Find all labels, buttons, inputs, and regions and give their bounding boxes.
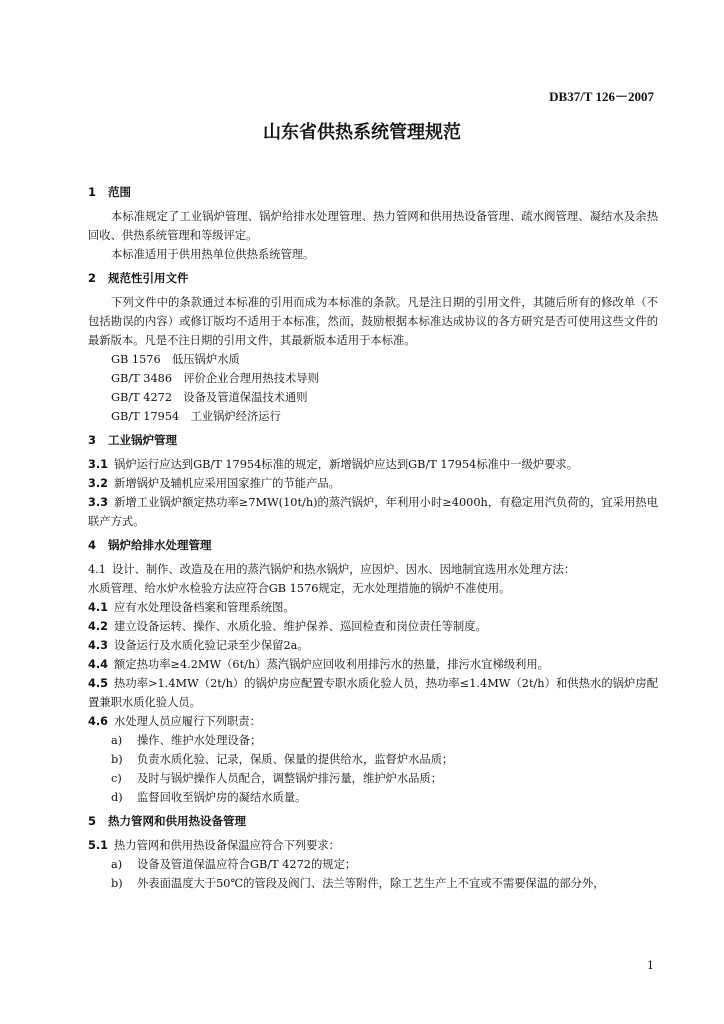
list-text: 外表面温度大于50℃的管段及阀门、法兰等附件，除工艺生产上不宜或不需要保温的部分外， xyxy=(137,877,605,890)
clause-text: 建立设备运转、操作、水质化验、维护保养、巡回检查和岗位责任等制度。 xyxy=(114,620,487,633)
section-5-heading xyxy=(88,812,658,831)
clause-number: 4.2 xyxy=(88,620,109,633)
section-number: 5 xyxy=(88,814,97,828)
clause-text: 设计、制作、改造及在用的蒸汽锅炉和热水锅炉，应因炉、因水、因地制宜选用水处理方法： xyxy=(111,563,576,576)
section-3-heading xyxy=(88,431,658,450)
clause-number: 4.4 xyxy=(88,658,109,671)
list-label: d) xyxy=(111,791,123,804)
section-number: 4 xyxy=(88,538,97,552)
clause xyxy=(88,474,658,493)
clause-number: 3.3 xyxy=(88,496,109,509)
reference-item: GB/T 17954 工业锅炉经济运行 xyxy=(111,410,281,423)
list-label: c) xyxy=(111,772,122,785)
clause-text: 水处理人员应履行下列职责： xyxy=(114,715,261,728)
reference-item: GB/T 3486 评价企业合理用热技术导则 xyxy=(111,372,319,385)
section-number: 2 xyxy=(88,271,97,285)
list-label: a) xyxy=(111,734,123,747)
clause xyxy=(88,836,658,855)
clause xyxy=(88,617,658,636)
list-item xyxy=(88,731,658,750)
page-number: 1 xyxy=(647,959,654,972)
clause xyxy=(88,655,658,674)
reference-item: GB 1576 低压锅炉水质 xyxy=(111,353,240,366)
section-title: 范围 xyxy=(108,185,131,199)
clause-text: 热功率>1.4MW（2t/h）的锅炉房应配置专职水质化验人员，热功率≤1.4MW（2t/h）和供热水的锅炉房配置兼职水质化验人员。 xyxy=(88,677,658,709)
paragraph: 本标准适用于供用热单位供热系统管理。 xyxy=(111,248,315,261)
clause-text: 额定热功率≥4.2MW（6t/h）蒸汽锅炉应回收利用排污水的热量，排污水宜梯级利用。 xyxy=(114,658,549,671)
list-text: 操作、维护水处理设备； xyxy=(137,734,262,747)
document-body xyxy=(88,178,658,893)
reference-item: GB/T 4272 设备及管道保温技术通则 xyxy=(111,391,308,404)
paragraph: 水质管理、给水炉水检验方法应符合GB 1576规定，无水处理措施的锅炉不准使用。 xyxy=(88,582,511,595)
section-title: 热力管网和供用热设备管理 xyxy=(108,814,246,828)
section-number: 3 xyxy=(88,433,97,447)
clause-text: 设备运行及水质化验记录至少保留2a。 xyxy=(114,639,309,652)
list-label: b) xyxy=(111,877,123,890)
list-item xyxy=(88,874,658,893)
list-text: 监督回收至锅炉房的凝结水质量。 xyxy=(137,791,307,804)
clause xyxy=(88,560,658,579)
clause xyxy=(88,636,658,655)
clause-number: 3.2 xyxy=(88,477,109,490)
list-item xyxy=(88,788,658,807)
section-1-heading xyxy=(88,183,658,202)
clause-text: 应有水处理设备档案和管理系统图。 xyxy=(114,601,295,614)
list-label: a) xyxy=(111,858,123,871)
list-text: 负责水质化验、记录，保质、保量的提供给水，监督炉水品质； xyxy=(137,753,454,766)
section-4-heading xyxy=(88,536,658,555)
list-item xyxy=(88,855,658,874)
paragraph: 本标准规定了工业锅炉管理、锅炉给排水处理管理、热力管网和供用热设备管理、疏水阀管理、凝结水及余热回收、供热系统管理和等级评定。 xyxy=(88,210,658,242)
document-title: 山东省供热系统管理规范 xyxy=(263,122,461,143)
list-item xyxy=(88,769,658,788)
clause-number: 4.6 xyxy=(88,715,109,728)
clause xyxy=(88,598,658,617)
section-title: 规范性引用文件 xyxy=(108,271,189,285)
clause-text: 新增锅炉及辅机应采用国家推广的节能产品。 xyxy=(114,477,340,490)
clause-number: 4.5 xyxy=(88,677,109,690)
clause xyxy=(88,493,658,531)
section-number: 1 xyxy=(88,185,97,199)
clause-text: 新增工业锅炉额定热功率≥7MW(10t/h)的蒸汽锅炉，年利用小时≥4000h，有稳定用汽负荷的，宜采用热电联产方式。 xyxy=(88,496,658,528)
clause-number: 5.1 xyxy=(88,839,109,852)
list-label: b) xyxy=(111,753,123,766)
clause-text: 锅炉运行应达到GB/T 17954标准的规定，新增锅炉应达到GB/T 17954标准中一级炉要求。 xyxy=(114,458,579,471)
clause-number: 4.1 xyxy=(88,563,106,576)
clause-text: 热力管网和供用热设备保温应符合下列要求： xyxy=(114,839,340,852)
clause-number: 4.1 xyxy=(88,601,109,614)
section-title: 工业锅炉管理 xyxy=(108,433,177,447)
clause-number: 3.1 xyxy=(88,458,109,471)
paragraph: 下列文件中的条款通过本标准的引用而成为本标准的条款。凡是注日期的引用文件，其随后所有的修改单（不包括勘误的内容）或修订版均不适用于本标准，然而，鼓励根据本标准达成协议的各方研究是否可使用这些文件的最新版本。凡是不注日期的引用文件，其最新版本适用于本标准。 xyxy=(88,296,658,347)
list-text: 设备及管道保温应符合GB/T 4272的规定； xyxy=(137,858,357,871)
section-title: 锅炉给排水处理管理 xyxy=(108,538,212,552)
clause xyxy=(88,674,658,712)
list-item xyxy=(88,750,658,769)
clause xyxy=(88,455,658,474)
document-code: DB37/T 126－2007 xyxy=(549,89,654,104)
section-2-heading xyxy=(88,269,658,288)
clause xyxy=(88,712,658,731)
clause-number: 4.3 xyxy=(88,639,109,652)
list-text: 及时与锅炉操作人员配合，调整锅炉排污量，维护炉水品质； xyxy=(137,772,443,785)
